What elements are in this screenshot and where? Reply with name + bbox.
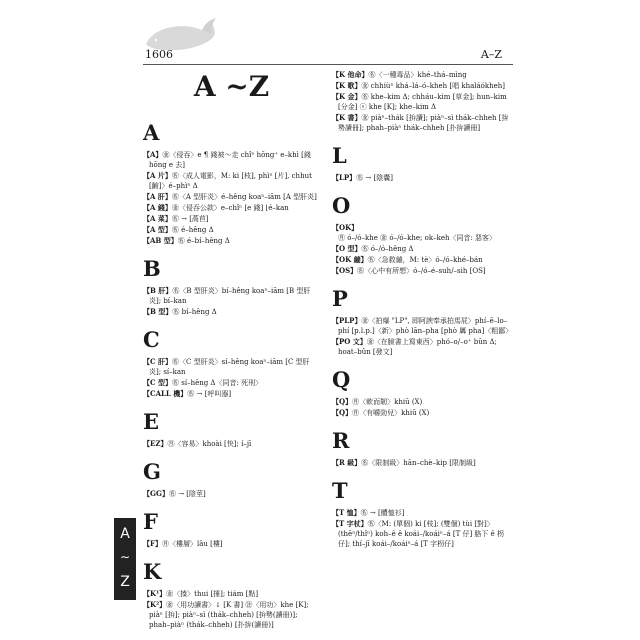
dictionary-entry [332,408,514,418]
dictionary-entry [332,92,514,112]
entry-headword: 【R 級】 [332,458,362,467]
dictionary-entry [143,236,320,246]
entry-definition: ㊔〈B 型肝炎〉bí–hêng koaⁿ–iām [B 型肝炎]; bí–kan [149,287,311,305]
section-letter: B [143,256,161,281]
tab-first-letter: A [120,526,130,542]
dictionary-entry [332,223,514,243]
entry-definition: ㊔ → [呼叫器] [187,390,232,398]
entry-definition: ㊎〈侵吞〉e ¶ 錢被～走 chîⁿ hōng⁺ e–khì [錢 hōng e 去] [149,151,311,169]
dictionary-entry [332,255,514,265]
entry-definition: ㊔〈C 型肝炎〉sí–hêng koaⁿ–iām [C 型肝炎]; sí–kan [149,358,310,376]
entry-definition: ㊎〈揍〉thui [捶]; tiám [點] [166,590,259,598]
entry-definition: ㊔ khe–kim Δ; chháu–kim [草金]; hun–kim [分金] ⓢ khe [K]; khe–kim Δ [338,93,507,111]
entry-headword: 【A】 [143,150,163,159]
entry-headword: 【A 片】 [143,171,172,180]
section-letter: Q [332,367,351,392]
entry-headword: 【A 型】 [143,225,172,234]
dictionary-entry [143,378,320,388]
section-letter: L [332,143,347,168]
right-sections [332,143,514,549]
entry-definition: ㊊〈容易〉khoài [快]; í–jī [167,440,252,448]
dictionary-entry [143,150,320,170]
dictionary-entry [143,539,320,549]
dictionary-entry [332,266,514,276]
section-letter: O [332,193,351,218]
entry-headword: 【OK 繃】 [332,255,368,264]
entry-definition: ㊔〈一種毒品〉khé–thá–mìng [368,71,467,79]
entry-headword: 【K²】 [143,600,167,609]
entry-headword: 【K 金】 [332,92,362,101]
entry-definition: ㊔ → [陰囊] [356,174,393,182]
entry-definition: ㊊ ó–/ó–khe ㊎ ó–/ó–khe; ok–keh〈同音: 惡客〉 [338,234,497,242]
entry-headword: 【PLP】 [332,316,362,325]
right-column [332,70,514,550]
dictionary-entry [143,286,320,306]
entry-headword: 【CALL 機】 [143,389,188,398]
entry-definition: ㊔ sí–hêng Δ〈同音: 死刑〉 [172,379,263,387]
entry-headword: 【O 型】 [332,244,362,253]
dictionary-entry [143,489,320,499]
entry-definition: ㊊〈有嚼勁兒〉khiū (X) [352,409,430,417]
entry-definition: ㊎〈拍爆 "LP", 即阿諛奉承拍馬屁〉phí–ē–lo–phí [p.l.p.]〈新〉phò lān–pha [phò 羼 pha]〈粗鄙〉 [338,317,513,335]
dictionary-entry [143,389,320,399]
dictionary-entry [143,214,320,224]
entry-headword: 【K 歌】 [332,81,362,90]
section-letter: A [143,120,160,145]
dictionary-entry [332,337,514,357]
entry-headword: 【GG】 [143,489,169,498]
entry-definition: ㊔ é–hêng Δ [171,226,214,234]
entry-headword: 【A 菜】 [143,214,172,223]
dictionary-entry [332,81,514,91]
left-sections [143,120,320,630]
entry-definition: ㊎ chhiùⁿ khá–lá–ó–kheh [唱 khaláókheh] [361,82,506,90]
dictionary-entry [332,519,514,549]
entry-headword: 【K 他命】 [332,70,369,79]
entry-headword: 【AB 型】 [143,236,178,245]
entry-definition: ㊎ piàⁿ–thák [拚讀]; piàⁿ–sì thák–chheh [拚勢讀冊]; phah–piàⁿ thák–chheh [扑拚讀冊] [338,114,509,132]
entry-definition: ㊔ bí–hêng Δ [172,308,217,316]
dictionary-entry [143,439,320,449]
dictionary-entry [143,192,320,202]
entry-definition: ㊔〈成人電影，M: ki [枝], phìⁿ [片], chhut [齣]〉é–phìⁿ Δ [149,172,312,190]
entry-definition: ㊔〈急救繃，M: tè〉ó–/ó–khé–bán [367,256,483,264]
entry-headword: 【PO 文】 [332,337,367,346]
entry-definition: ㊎〈用功讀書〉↓ [K 書] ㊟〈用功〉khe [K]; piàⁿ [拚]; piàⁿ–sì (thák–chheh) [拚勢(讀冊)]; phah–piàⁿ (thák–chheh) [扑拚(讀冊)] [149,601,309,629]
section-letter: P [332,286,348,311]
section-letter: G [143,459,161,484]
dictionary-entry [332,70,514,80]
entry-headword: 【C 肝】 [143,357,173,366]
dictionary-entry [143,589,320,599]
entry-headword: 【LP】 [332,173,357,182]
entry-definition: ㊔〈M: (單個) ki [枝]; (雙個) tùi [對]〉(thêⁿ/thîⁿ) koh–ê ê koái–/koáiⁿ–á [T 仔] 胳下 ê 枴仔]; thí–jī koái–/koáiⁿ–á [T 字枴仔] [338,520,505,548]
entry-definition: ㊔ → [陰莖] [168,490,206,498]
section-letter: C [143,327,160,352]
entry-headword: 【A 肝】 [143,192,172,201]
section-letter: F [143,509,158,534]
entry-definition: ㊊〈軟而韌〉khiū (X) [352,398,423,406]
entry-headword: 【K 書】 [332,113,362,122]
entry-definition: ㊔ → [體恤衫] [360,509,405,517]
entry-headword: 【F】 [143,539,162,548]
entry-headword: 【T 恤】 [332,508,361,517]
page-number: 1606 [145,48,173,61]
entry-headword: 【C 型】 [143,378,173,387]
dictionary-entry [332,173,514,183]
entry-definition: ㊔ é–bí–hêng Δ [177,237,230,245]
entry-headword: 【Q】 [332,408,353,417]
dictionary-entry [143,600,320,630]
entry-definition: ㊎〈侵吞公款〉e–chîⁿ [e 錢] ⌊é–kan [171,204,289,212]
entry-definition: ㊊〈樓層〉lâu [樓] [161,540,223,548]
entry-definition: ㊔〈限制級〉hān–chè–kip [限制級] [361,459,476,467]
dictionary-entry [332,113,514,133]
tab-last-letter: Z [120,574,130,590]
entry-headword: 【OS】 [332,266,358,275]
entry-headword: 【EZ】 [143,439,168,448]
entry-headword: 【Q】 [332,397,353,406]
entry-definition: ㊎〈在臉書上寫東西〉phó–o/–o⁺ bûn Δ; hoat–bûn [發文] [338,338,497,356]
entry-headword: 【K¹】 [143,589,167,598]
dictionary-entry [332,508,514,518]
dictionary-entry [332,397,514,407]
entry-headword: 【B 肝】 [143,286,173,295]
dictionary-entry [143,225,320,235]
section-letter: T [332,478,348,503]
entry-definition: ㊔〈A 型肝炎〉é–hêng koaⁿ–iām [A 型肝炎] [171,193,317,201]
entry-headword: 【A 錢】 [143,203,172,212]
tab-separator: ∼ [119,550,131,564]
entry-headword: 【B 型】 [143,307,173,316]
dictionary-entry [143,357,320,377]
dictionary-entry [332,316,514,336]
section-letter: K [143,559,162,584]
entry-headword: 【OK】 [332,223,359,232]
header-rule [143,64,513,65]
left-column [143,70,320,631]
entry-definition: ㊔ ó–/ó–hêng Δ [361,245,414,253]
section-letter: R [332,428,350,453]
dictionary-entry [143,307,320,317]
section-letter: E [143,409,160,434]
running-head: A–Z [480,48,502,61]
dictionary-entry [143,171,320,191]
page-title: A ~Z [193,70,270,103]
right-top-entries [332,70,514,133]
entry-headword: 【T 字杖】 [332,519,368,528]
dictionary-entry [332,458,514,468]
dictionary-entry [332,244,514,254]
thumb-index-tab [114,518,136,600]
entry-definition: ㊔ → [萵苣] [171,215,209,223]
dictionary-entry [143,203,320,213]
entry-definition: ㊔〈心中有所想〉ó–/ó–é–suh/–sih [OS] [357,267,486,275]
